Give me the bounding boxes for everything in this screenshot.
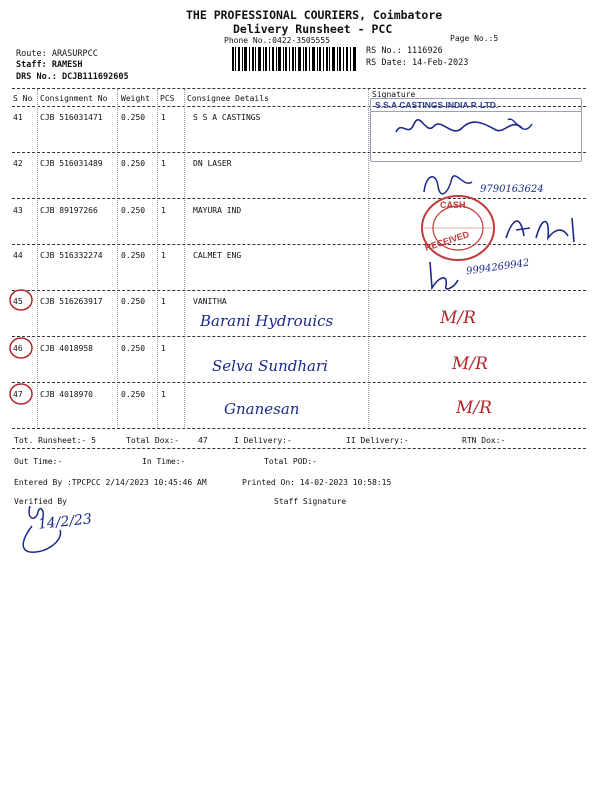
handwritten-name-row45: Barani Hydrouics — [200, 312, 334, 330]
row-consignee: CALMET ENG — [193, 251, 242, 260]
tot-runsheet: Tot. Runsheet:- 5 — [14, 436, 96, 445]
col-consignment: Consignment No — [40, 94, 108, 103]
row-sno: 45 — [13, 297, 23, 306]
handwritten-name-row47: Gnanesan — [224, 400, 300, 418]
stamp-cash-text: CASH — [440, 200, 466, 210]
row-consignment: CJB 4018970 — [40, 390, 93, 399]
row-weight: 0.250 — [121, 206, 146, 215]
ii-delivery: II Delivery:- — [346, 436, 409, 445]
row-sno: 41 — [13, 113, 23, 122]
row-pcs: 1 — [161, 297, 166, 306]
col-pcs: PCS — [160, 94, 175, 103]
circle-mark-icon — [8, 382, 34, 406]
circle-mark-icon — [8, 336, 34, 360]
signature-row41 — [392, 112, 542, 144]
verified-date: 14/2/23 — [37, 511, 93, 533]
row-consignee: VANITHA — [193, 297, 227, 306]
row-sno: 47 — [13, 390, 23, 399]
row-weight: 0.250 — [121, 297, 146, 306]
col-sno: S No — [13, 94, 33, 103]
handwritten-name-row46: Selva Sundhari — [212, 357, 328, 375]
row-pcs: 1 — [161, 390, 166, 399]
row-consignment: CJB 516031489 — [40, 159, 103, 168]
barcode-image — [232, 47, 358, 71]
row-weight: 0.250 — [121, 251, 146, 260]
phone-handwritten-2: 9994269942 — [465, 257, 531, 278]
drs-number: DRS No.: DCJB111692605 — [16, 72, 129, 82]
staff-label: Staff: RAMESH — [16, 60, 83, 70]
row-consignment: CJB 516031471 — [40, 113, 103, 122]
in-time: In Time:- — [142, 457, 186, 466]
circle-mark-icon — [8, 288, 34, 312]
col-separator — [117, 89, 118, 429]
out-time: Out Time:- — [14, 457, 63, 466]
row-consignment: CJB 89197266 — [40, 206, 98, 215]
row-pcs: 1 — [161, 113, 166, 122]
total-dox-value: 47 — [198, 436, 208, 445]
row-consignee: MAYURA IND — [193, 206, 242, 215]
row-consignee: DN LASER — [193, 159, 232, 168]
row-rule — [12, 382, 586, 383]
row-pcs: 1 — [161, 206, 166, 215]
rs-number: RS No.: 1116926 — [366, 46, 443, 56]
col-separator — [184, 89, 185, 429]
verified-by: Verified By — [14, 497, 67, 506]
col-consignee: Consignee Details — [187, 94, 269, 103]
runsheet-title: Delivery Runsheet - PCC — [233, 22, 393, 36]
summary-rule — [12, 448, 586, 449]
table-bottom-rule — [12, 428, 586, 429]
row-pcs: 1 — [161, 159, 166, 168]
col-separator — [157, 89, 158, 429]
row-rule — [12, 336, 586, 337]
row-weight: 0.250 — [121, 159, 146, 168]
stamp-received-text: RECEIVED — [423, 229, 471, 253]
table-top-rule — [12, 88, 586, 89]
i-delivery: I Delivery:- — [234, 436, 292, 445]
row-weight: 0.250 — [121, 390, 146, 399]
row-consignee: S S A CASTINGS — [193, 113, 261, 122]
col-separator — [37, 89, 38, 429]
total-dox-label: Total Dox:- — [126, 436, 179, 445]
company-name: THE PROFESSIONAL COURIERS, Coimbatore — [186, 8, 443, 22]
route-label: Route: ARASURPCC — [16, 49, 98, 59]
row-sno: 44 — [13, 251, 23, 260]
total-pod: Total POD:- — [264, 457, 317, 466]
row-pcs: 1 — [161, 344, 166, 353]
col-separator — [368, 89, 369, 429]
row-weight: 0.250 — [121, 113, 146, 122]
phone-handwritten-1: 9790163624 — [480, 184, 544, 195]
mr-note-row46: M/R — [452, 354, 488, 374]
row-sno: 42 — [13, 159, 23, 168]
rtn-dox: RTN Dox:- — [462, 436, 506, 445]
col-signature: Signature — [372, 90, 416, 99]
row-weight: 0.250 — [121, 344, 146, 353]
signature-row43 — [502, 208, 584, 248]
page-number: Page No.:5 — [450, 34, 499, 43]
entered-by: Entered By :TPCPCC 2/14/2023 10:45:46 AM — [14, 478, 207, 487]
staff-signature: Staff Signature — [274, 497, 347, 506]
mr-note-row47: M/R — [456, 398, 492, 418]
signature-row44 — [424, 258, 464, 294]
row-rule — [12, 290, 586, 291]
rs-date: RS Date: 14-Feb-2023 — [366, 58, 469, 68]
printed-on: Printed On: 14-02-2023 10:58:15 — [242, 478, 392, 487]
col-weight: Weight — [121, 94, 150, 103]
row-pcs: 1 — [161, 251, 166, 260]
row-rule — [12, 244, 586, 245]
row-rule — [12, 198, 586, 199]
mr-note-row45: M/R — [440, 308, 476, 328]
row-consignment: CJB 516332274 — [40, 251, 103, 260]
row-sno: 46 — [13, 344, 23, 353]
company-stamp-text: S.S.A CASTINGS INDIA P. LTD. — [371, 99, 581, 112]
row-sno: 43 — [13, 206, 23, 215]
row-consignment: CJB 516263917 — [40, 297, 103, 306]
row-consignment: CJB 4018958 — [40, 344, 93, 353]
phone-number: Phone No.:0422-3505555 — [224, 36, 330, 45]
